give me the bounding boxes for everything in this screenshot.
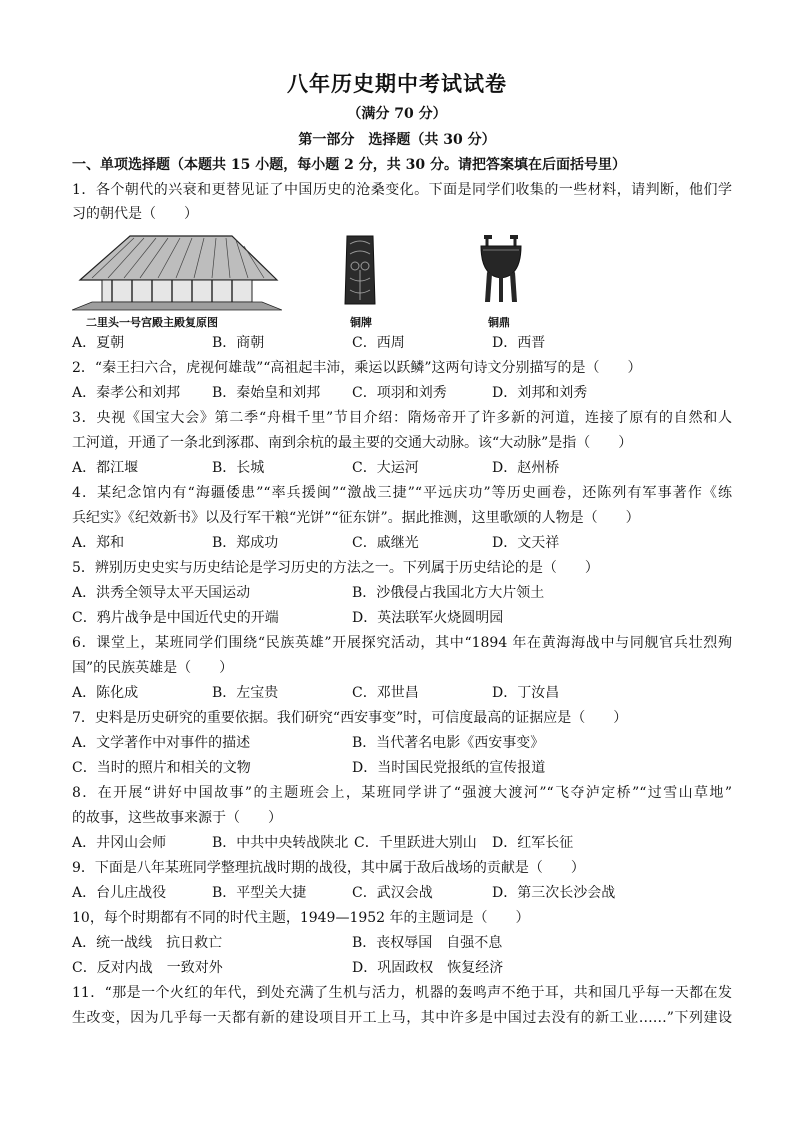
- section-heading: 一、单项选择题（本题共 15 小题，每小题 2 分，共 30 分。请把答案填在后面括号里）: [72, 157, 626, 173]
- q4-option-b[interactable]: B．郑成功: [212, 535, 279, 551]
- q5-option-d[interactable]: D．英法联军火烧圆明园: [352, 610, 504, 626]
- q8-stem-line2: 的故事，这些故事来源于（ ）: [72, 810, 282, 826]
- q2-option-d[interactable]: D．刘邦和刘秀: [492, 385, 588, 401]
- q11-stem-line1: 11．“那是一个火红的年代，到处充满了生机与活力，机器的轰鸣声不绝于耳，共和国几乎每一天都在发: [72, 985, 732, 1001]
- bronze-ding-image: [477, 234, 525, 304]
- q3-stem-line1: 3．央视《国宝大会》第二季“舟楫千里”节目介绍：隋炀帝开了许多新的河道，连接了原有的自然和人: [72, 410, 732, 426]
- q6-stem-line2: 国”的民族英雄是（ ）: [72, 660, 234, 676]
- palace-caption: 二里头一号宫殿主殿复原图: [86, 316, 218, 329]
- q3-option-b[interactable]: B．长城: [212, 460, 265, 476]
- q1-stem-line1: 1．各个朝代的兴衰和更替见证了中国历史的沧桑变化。下面是同学们收集的一些材料，请判断，他们学: [72, 182, 732, 198]
- q11-stem-line2: 生改变，因为几乎每一天都有新的建设项目开工上马，其中许多是中国过去没有的新工业……”下列建设: [72, 1010, 732, 1026]
- q2-option-c[interactable]: C．项羽和刘秀: [352, 385, 447, 401]
- part-heading: 第一部分 选择题（共 30 分）: [298, 132, 496, 148]
- q7-option-b[interactable]: B．当代著名电影《西安事变》: [352, 735, 545, 751]
- q4-stem-line2: 兵纪实》《纪效新书》以及行军干粮“光饼”“征东饼”。据此推测，这里歌颂的人物是（ ）: [72, 510, 640, 526]
- q7-option-d[interactable]: D．当时国民党报纸的宣传报道: [352, 760, 546, 776]
- q4-option-d[interactable]: D．文天祥: [492, 535, 560, 551]
- q6-option-c[interactable]: C．邓世昌: [352, 685, 419, 701]
- q10-option-d[interactable]: D．巩固政权 恢复经济: [352, 960, 504, 976]
- ding-caption: 铜鼎: [488, 316, 510, 329]
- plaque-caption: 铜牌: [350, 316, 372, 329]
- q1-option-b[interactable]: B．商朝: [212, 335, 265, 351]
- q4-option-c[interactable]: C．戚继光: [352, 535, 419, 551]
- q7-stem: 7．史料是历史研究的重要依据。我们研究“西安事变”时，可信度最高的证据应是（ ）: [72, 710, 628, 726]
- q10-option-c[interactable]: C．反对内战 一致对外: [72, 960, 223, 976]
- q9-option-b[interactable]: B．平型关大捷: [212, 885, 307, 901]
- q8-option-c[interactable]: C．千里跃进大别山: [354, 835, 477, 851]
- q8-stem-line1: 8．在开展“讲好中国故事”的主题班会上，某班同学讲了“强渡大渡河”“飞夺泸定桥”“过雪山草地”: [72, 785, 732, 801]
- q9-stem: 9．下面是八年某班同学整理抗战时期的战役，其中属于敌后战场的贡献是（ ）: [72, 860, 585, 876]
- q1-option-a[interactable]: A．夏朝: [72, 335, 125, 351]
- q1-option-d[interactable]: D．西晋: [492, 335, 546, 351]
- q7-option-a[interactable]: A．文学著作中对事件的描述: [72, 735, 251, 751]
- q5-stem: 5．辨别历史史实与历史结论是学习历史的方法之一。下列属于历史结论的是（ ）: [72, 560, 599, 576]
- q5-option-a[interactable]: A．洪秀全领导太平天国运动: [72, 585, 251, 601]
- full-score: （满分 70 分）: [347, 106, 447, 122]
- q4-option-a[interactable]: A．郑和: [72, 535, 125, 551]
- exam-title: 八年历史期中考试试卷: [287, 71, 507, 96]
- q3-option-d[interactable]: D．赵州桥: [492, 460, 560, 476]
- q8-option-d[interactable]: D．红军长征: [492, 835, 574, 851]
- q3-stem-line2: 工河道，开通了一条北到涿郡、南到余杭的最主要的交通大动脉。该“大动脉”是指（ ）: [72, 435, 633, 451]
- q2-stem: 2．“秦王扫六合，虎视何雄哉”“高祖起丰沛，乘运以跃鳞”这两句诗文分别描写的是（ ）: [72, 360, 642, 376]
- q10-option-a[interactable]: A．统一战线 抗日救亡: [72, 935, 223, 951]
- q2-option-b[interactable]: B．秦始皇和刘邦: [212, 385, 321, 401]
- q7-option-c[interactable]: C．当时的照片和相关的文物: [72, 760, 251, 776]
- q9-option-d[interactable]: D．第三次长沙会战: [492, 885, 616, 901]
- q1-stem-line2: 习的朝代是（ ）: [72, 206, 198, 222]
- q8-option-b[interactable]: B．中共中央转战陕北: [212, 835, 349, 851]
- q6-option-d[interactable]: D．丁汝昌: [492, 685, 560, 701]
- q10-stem: 10，每个时期都有不同的时代主题，1949—1952 年的主题词是（ ）: [72, 910, 530, 926]
- q4-stem-line1: 4．某纪念馆内有“海疆倭患”“率兵援闽”“激战三捷”“平远庆功”等历史画卷，还陈列有军事著作《练: [72, 485, 732, 501]
- q6-option-b[interactable]: B．左宝贵: [212, 685, 279, 701]
- q9-option-c[interactable]: C．武汉会战: [352, 885, 433, 901]
- q8-option-a[interactable]: A．井冈山会师: [72, 835, 167, 851]
- q3-option-a[interactable]: A．都江堰: [72, 460, 139, 476]
- q2-option-a[interactable]: A．秦孝公和刘邦: [72, 385, 181, 401]
- bronze-plaque-image: [343, 234, 377, 306]
- q3-option-c[interactable]: C．大运河: [352, 460, 419, 476]
- q1-option-c[interactable]: C．西周: [352, 335, 405, 351]
- q5-option-b[interactable]: B．沙俄侵占我国北方大片领土: [352, 585, 545, 601]
- q10-option-b[interactable]: B．丧权辱国 自强不息: [352, 935, 503, 951]
- q6-stem-line1: 6．课堂上，某班同学们围绕“民族英雄”开展探究活动，其中“1894 年在黄海海战中与同舰官兵壮烈殉: [72, 635, 732, 651]
- q5-option-c[interactable]: C．鸦片战争是中国近代史的开端: [72, 610, 279, 626]
- palace-reconstruction-image: [72, 232, 282, 312]
- q9-option-a[interactable]: A．台儿庄战役: [72, 885, 167, 901]
- q6-option-a[interactable]: A．陈化成: [72, 685, 139, 701]
